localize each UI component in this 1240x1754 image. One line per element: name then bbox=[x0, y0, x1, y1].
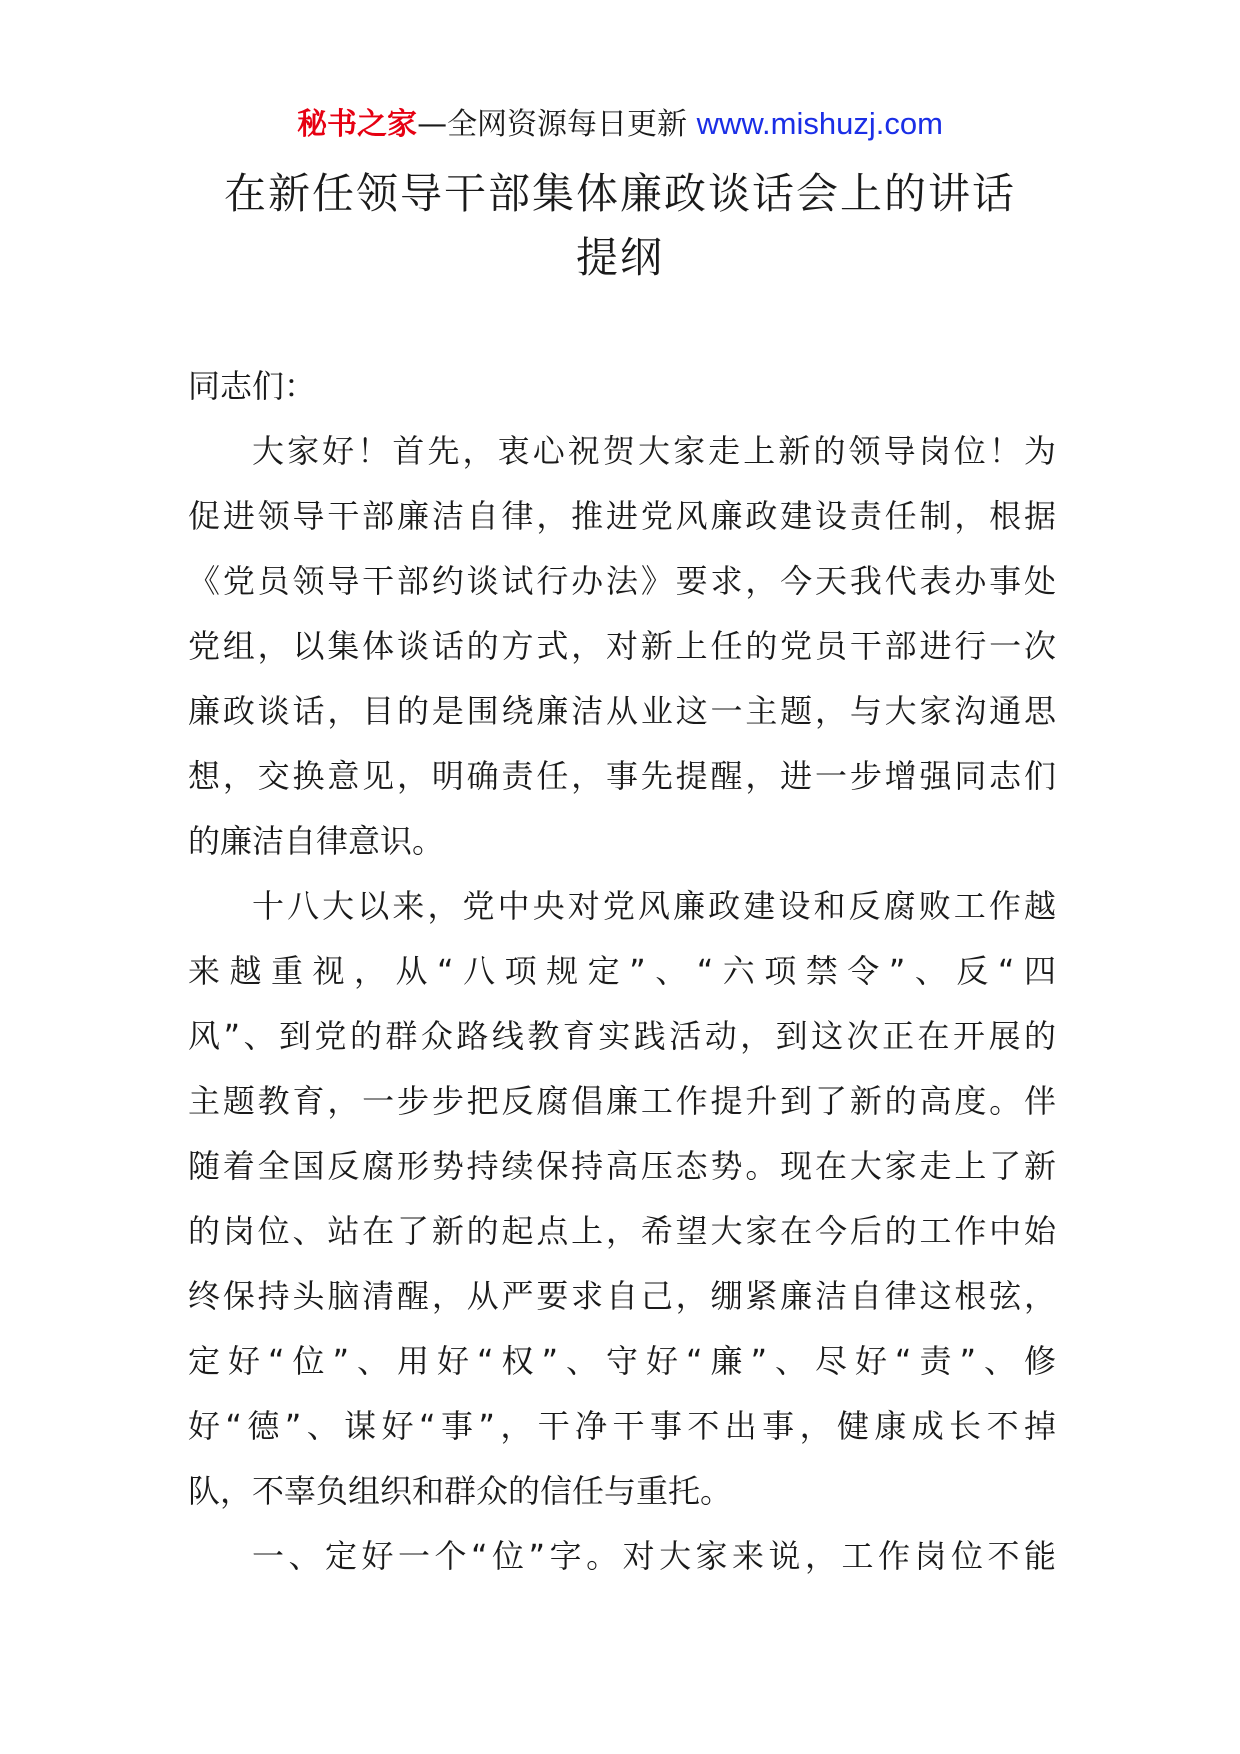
paragraph-line: 来越重视，从“八项规定”、“六项禁令”、反“四 bbox=[188, 952, 1056, 990]
paragraph-line: 廉政谈话，目的是围绕廉洁从业这一主题，与大家沟通思 bbox=[188, 692, 1056, 730]
paragraph-line: 党组，以集体谈话的方式，对新上任的党员干部进行一次 bbox=[188, 627, 1056, 665]
paragraph-3 bbox=[188, 1524, 1056, 1589]
banner-brand: 秘书之家 bbox=[297, 107, 418, 142]
document-body bbox=[188, 354, 1056, 1589]
title-line-1: 在新任领导干部集体廉政谈话会上的讲话 bbox=[223, 169, 1016, 218]
paragraph-line: 主题教育，一步步把反腐倡廉工作提升到了新的高度。伴 bbox=[188, 1082, 1056, 1120]
paragraph-line: 定好“位”、用好“权”、守好“廉”、尽好“责”、修 bbox=[188, 1342, 1056, 1380]
title-line-2: 提纲 bbox=[575, 233, 664, 282]
banner-url-link[interactable]: www.mishuzj.com bbox=[696, 106, 943, 141]
paragraph-line: 《党员领导干部约谈试行办法》要求，今天我代表办事处 bbox=[188, 562, 1056, 600]
paragraph-line: 队，不辜负组织和群众的信任与重托。 bbox=[188, 1472, 733, 1510]
paragraph-1 bbox=[188, 419, 1056, 874]
paragraph-line: 想，交换意见，明确责任，事先提醒，进一步增强同志们 bbox=[188, 757, 1056, 795]
paragraph-line: 终保持头脑清醒，从严要求自己，绷紧廉洁自律这根弦， bbox=[188, 1277, 1056, 1315]
paragraph-line: 的岗位、站在了新的起点上，希望大家在今后的工作中始 bbox=[188, 1212, 1056, 1250]
greeting: 同志们： bbox=[188, 367, 317, 405]
document-title bbox=[180, 162, 1060, 290]
paragraph-line: 一、定好一个“位”字。对大家来说，工作岗位不能 bbox=[252, 1537, 1056, 1575]
banner-tagline: —全网资源每日更新 bbox=[417, 107, 697, 142]
paragraph-line: 促进领导干部廉洁自律，推进党风廉政建设责任制，根据 bbox=[188, 497, 1056, 535]
paragraph-line: 风”、到党的群众路线教育实践活动，到这次正在开展的 bbox=[188, 1017, 1056, 1055]
paragraph-2 bbox=[188, 874, 1056, 1524]
paragraph-line: 好“德”、谋好“事”，干净干事不出事，健康成长不掉 bbox=[188, 1407, 1056, 1445]
site-banner bbox=[0, 104, 1240, 145]
paragraph-line: 的廉洁自律意识。 bbox=[188, 822, 445, 860]
paragraph-line: 十八大以来，党中央对党风廉政建设和反腐败工作越 bbox=[252, 887, 1056, 925]
paragraph-line: 大家好！首先，衷心祝贺大家走上新的领导岗位！为 bbox=[252, 432, 1056, 470]
paragraph-line: 随着全国反腐形势持续保持高压态势。现在大家走上了新 bbox=[188, 1147, 1056, 1185]
